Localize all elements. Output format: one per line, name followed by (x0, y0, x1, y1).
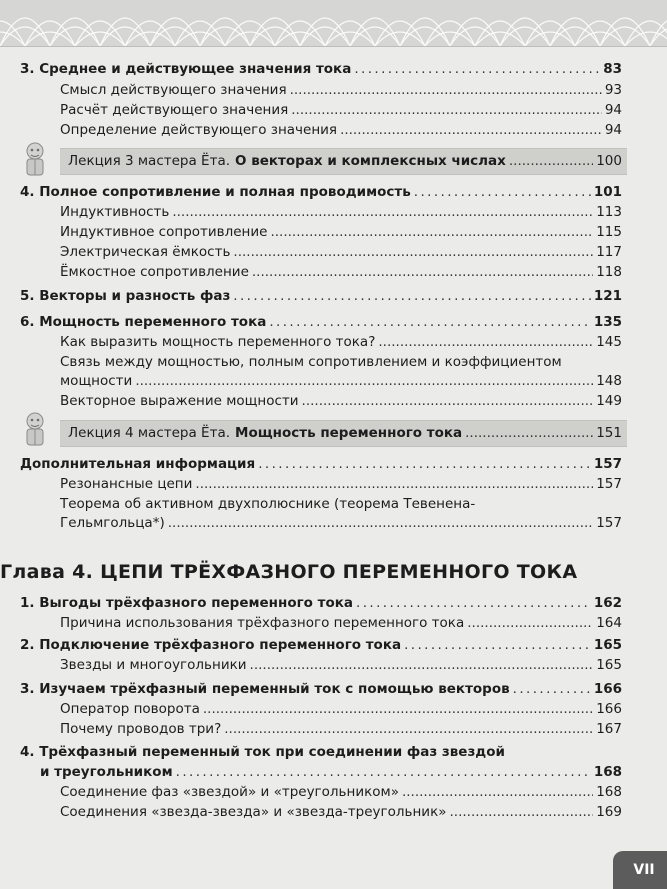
lecture-entry[interactable] (68, 427, 622, 441)
toc-page: 162 (593, 595, 622, 611)
toc-title: Причина использования трёхфазного переменного тока (60, 615, 465, 631)
toc-entry[interactable] (20, 458, 622, 472)
toc-page: 83 (603, 61, 622, 77)
toc-page: 115 (596, 224, 622, 240)
toc-page: 118 (596, 264, 622, 280)
toc-subentry-line1[interactable]: Теорема об активном двухполюснике (теорема Тевенена- (60, 496, 476, 512)
leader-dots (513, 683, 591, 697)
toc-title: 3. Среднее и действующее значения тока (20, 61, 352, 77)
toc-page: 100 (596, 153, 622, 169)
toc-subentry-line1[interactable]: Связь между мощностью, полным сопротивлением и коэффициентом (60, 354, 562, 370)
leader-dots (467, 617, 593, 631)
toc-subentry[interactable] (60, 206, 622, 220)
toc-entry[interactable] (20, 290, 622, 304)
toc-page: 165 (593, 637, 622, 653)
toc-page: 113 (596, 204, 622, 220)
toc-page: 157 (596, 476, 622, 492)
toc-subentry[interactable] (60, 336, 622, 350)
page-number-tab (613, 851, 667, 889)
toc-page: 157 (593, 456, 622, 472)
toc-page: 117 (596, 244, 622, 260)
leader-dots (195, 478, 593, 492)
chapter-title: ЦЕПИ ТРЁХФАЗНОГО ПЕРЕМЕННОГО ТОКА (100, 561, 578, 583)
toc-title: Резонансные цепи (60, 476, 193, 492)
toc-entry[interactable] (20, 683, 622, 697)
toc-subentry[interactable] (60, 703, 622, 717)
toc-entry[interactable] (40, 766, 622, 780)
toc-page: 151 (596, 425, 622, 441)
leader-dots (354, 63, 600, 77)
toc-title: 2. Подключение трёхфазного переменного тока (20, 637, 402, 653)
leader-dots (168, 517, 593, 531)
leader-dots (402, 786, 593, 800)
toc-subentry[interactable] (60, 786, 622, 800)
lecture-prefix: Лекция 3 мастера Ёта. (68, 153, 231, 169)
toc-subentry[interactable] (60, 478, 622, 492)
toc-page: 169 (596, 804, 622, 820)
toc-subentry[interactable] (60, 84, 622, 98)
toc-subentry[interactable] (60, 723, 622, 737)
toc-title: Электрическая ёмкость (60, 244, 231, 260)
toc-page: 167 (596, 721, 622, 737)
toc-title: Как выразить мощность переменного тока? (60, 334, 376, 350)
lecture-title: О векторах и комплексных числах (235, 153, 506, 169)
toc-title: 3. Изучаем трёхфазный переменный ток с помощью векторов (20, 681, 510, 697)
leader-dots (291, 104, 602, 118)
toc-subentry[interactable] (60, 124, 622, 138)
toc-title: мощности (60, 373, 133, 389)
toc-title: Индуктивность (60, 204, 170, 220)
leader-dots (290, 84, 602, 98)
toc-subentry[interactable] (60, 226, 622, 240)
scallop-pattern (0, 0, 667, 46)
toc-entry[interactable] (20, 63, 622, 77)
leader-dots (404, 639, 591, 653)
toc-page: 145 (596, 334, 622, 350)
master-yeta-icon (20, 140, 50, 178)
leader-dots (258, 458, 591, 472)
header-pattern (0, 0, 667, 47)
toc-title: Смысл действующего значения (60, 82, 287, 98)
toc-subentry[interactable] (60, 104, 622, 118)
leader-dots (252, 266, 593, 280)
toc-page: 157 (596, 515, 622, 531)
leader-dots (203, 703, 593, 717)
toc-subentry[interactable] (60, 659, 622, 673)
toc-subentry[interactable] (60, 266, 622, 280)
toc-page: 165 (596, 657, 622, 673)
chapter-heading (0, 561, 577, 583)
toc-subentry[interactable] (60, 806, 622, 820)
toc-page: 166 (593, 681, 622, 697)
toc-subentry[interactable] (60, 375, 622, 389)
toc-subentry[interactable] (60, 617, 622, 631)
toc-page: 101 (593, 184, 622, 200)
lecture-prefix: Лекция 4 мастера Ёта. (68, 425, 231, 441)
lecture-title: Мощность переменного тока (235, 425, 463, 441)
leader-dots (340, 124, 602, 138)
toc-title: Ёмкостное сопротивление (60, 264, 249, 280)
toc-entry[interactable] (20, 597, 622, 611)
toc-page: 168 (596, 784, 622, 800)
toc-page: 121 (593, 288, 622, 304)
toc-title: Индуктивное сопротивление (60, 224, 268, 240)
toc-title: 6. Мощность переменного тока (20, 314, 267, 330)
toc-page: 94 (604, 122, 622, 138)
leader-dots (269, 316, 590, 330)
toc-page: 93 (604, 82, 622, 98)
leader-dots (378, 336, 593, 350)
leader-dots (449, 806, 593, 820)
toc-page: 148 (596, 373, 622, 389)
toc-subentry[interactable] (60, 517, 622, 531)
toc-page: 94 (604, 102, 622, 118)
toc-page: 164 (596, 615, 622, 631)
toc-title: Звезды и многоугольники (60, 657, 247, 673)
toc-title: Расчёт действующего значения (60, 102, 289, 118)
toc-page: 149 (596, 393, 622, 409)
chapter-number: Глава 4. (0, 561, 94, 583)
toc-title: Дополнительная информация (20, 456, 256, 472)
toc-entry[interactable] (20, 186, 622, 200)
toc-page: 166 (596, 701, 622, 717)
toc-title: 1. Выгоды трёхфазного переменного тока (20, 595, 354, 611)
leader-dots (135, 375, 593, 389)
toc-title: Гельмгольца*) (60, 515, 165, 531)
toc-title: Почему проводов три? (60, 721, 222, 737)
leader-dots (176, 766, 591, 780)
toc-title: Векторное выражение мощности (60, 393, 299, 409)
toc-title: Определение действующего значения (60, 122, 338, 138)
toc-title: Оператор поворота (60, 701, 200, 717)
toc-title: Соединения «звезда-звезда» и «звезда-треугольник» (60, 804, 447, 820)
leader-dots (465, 427, 593, 441)
toc-title: и треугольником (40, 764, 173, 780)
toc-entry[interactable] (20, 639, 622, 653)
toc-entry-line1[interactable]: 4. Трёхфазный переменный ток при соединении фаз звездой (20, 744, 505, 760)
leader-dots (233, 246, 593, 260)
leader-dots (302, 395, 594, 409)
leader-dots (224, 723, 593, 737)
toc-page: 135 (593, 314, 622, 330)
leader-dots (172, 206, 593, 220)
leader-dots (356, 597, 591, 611)
toc-title: 4. Полное сопротивление и полная проводимость (20, 184, 411, 200)
toc-title: Соединение фаз «звездой» и «треугольником» (60, 784, 399, 800)
toc-title: 5. Векторы и разность фаз (20, 288, 231, 304)
toc-subentry[interactable] (60, 246, 622, 260)
toc-subentry[interactable] (60, 395, 622, 409)
leader-dots (414, 186, 591, 200)
leader-dots (270, 226, 593, 240)
leader-dots (233, 290, 591, 304)
lecture-entry[interactable] (68, 155, 622, 169)
page-number: VII (633, 862, 655, 878)
toc-page: 168 (593, 764, 622, 780)
leader-dots (509, 155, 593, 169)
master-yeta-icon (20, 410, 50, 448)
toc-entry[interactable] (20, 316, 622, 330)
leader-dots (250, 659, 594, 673)
